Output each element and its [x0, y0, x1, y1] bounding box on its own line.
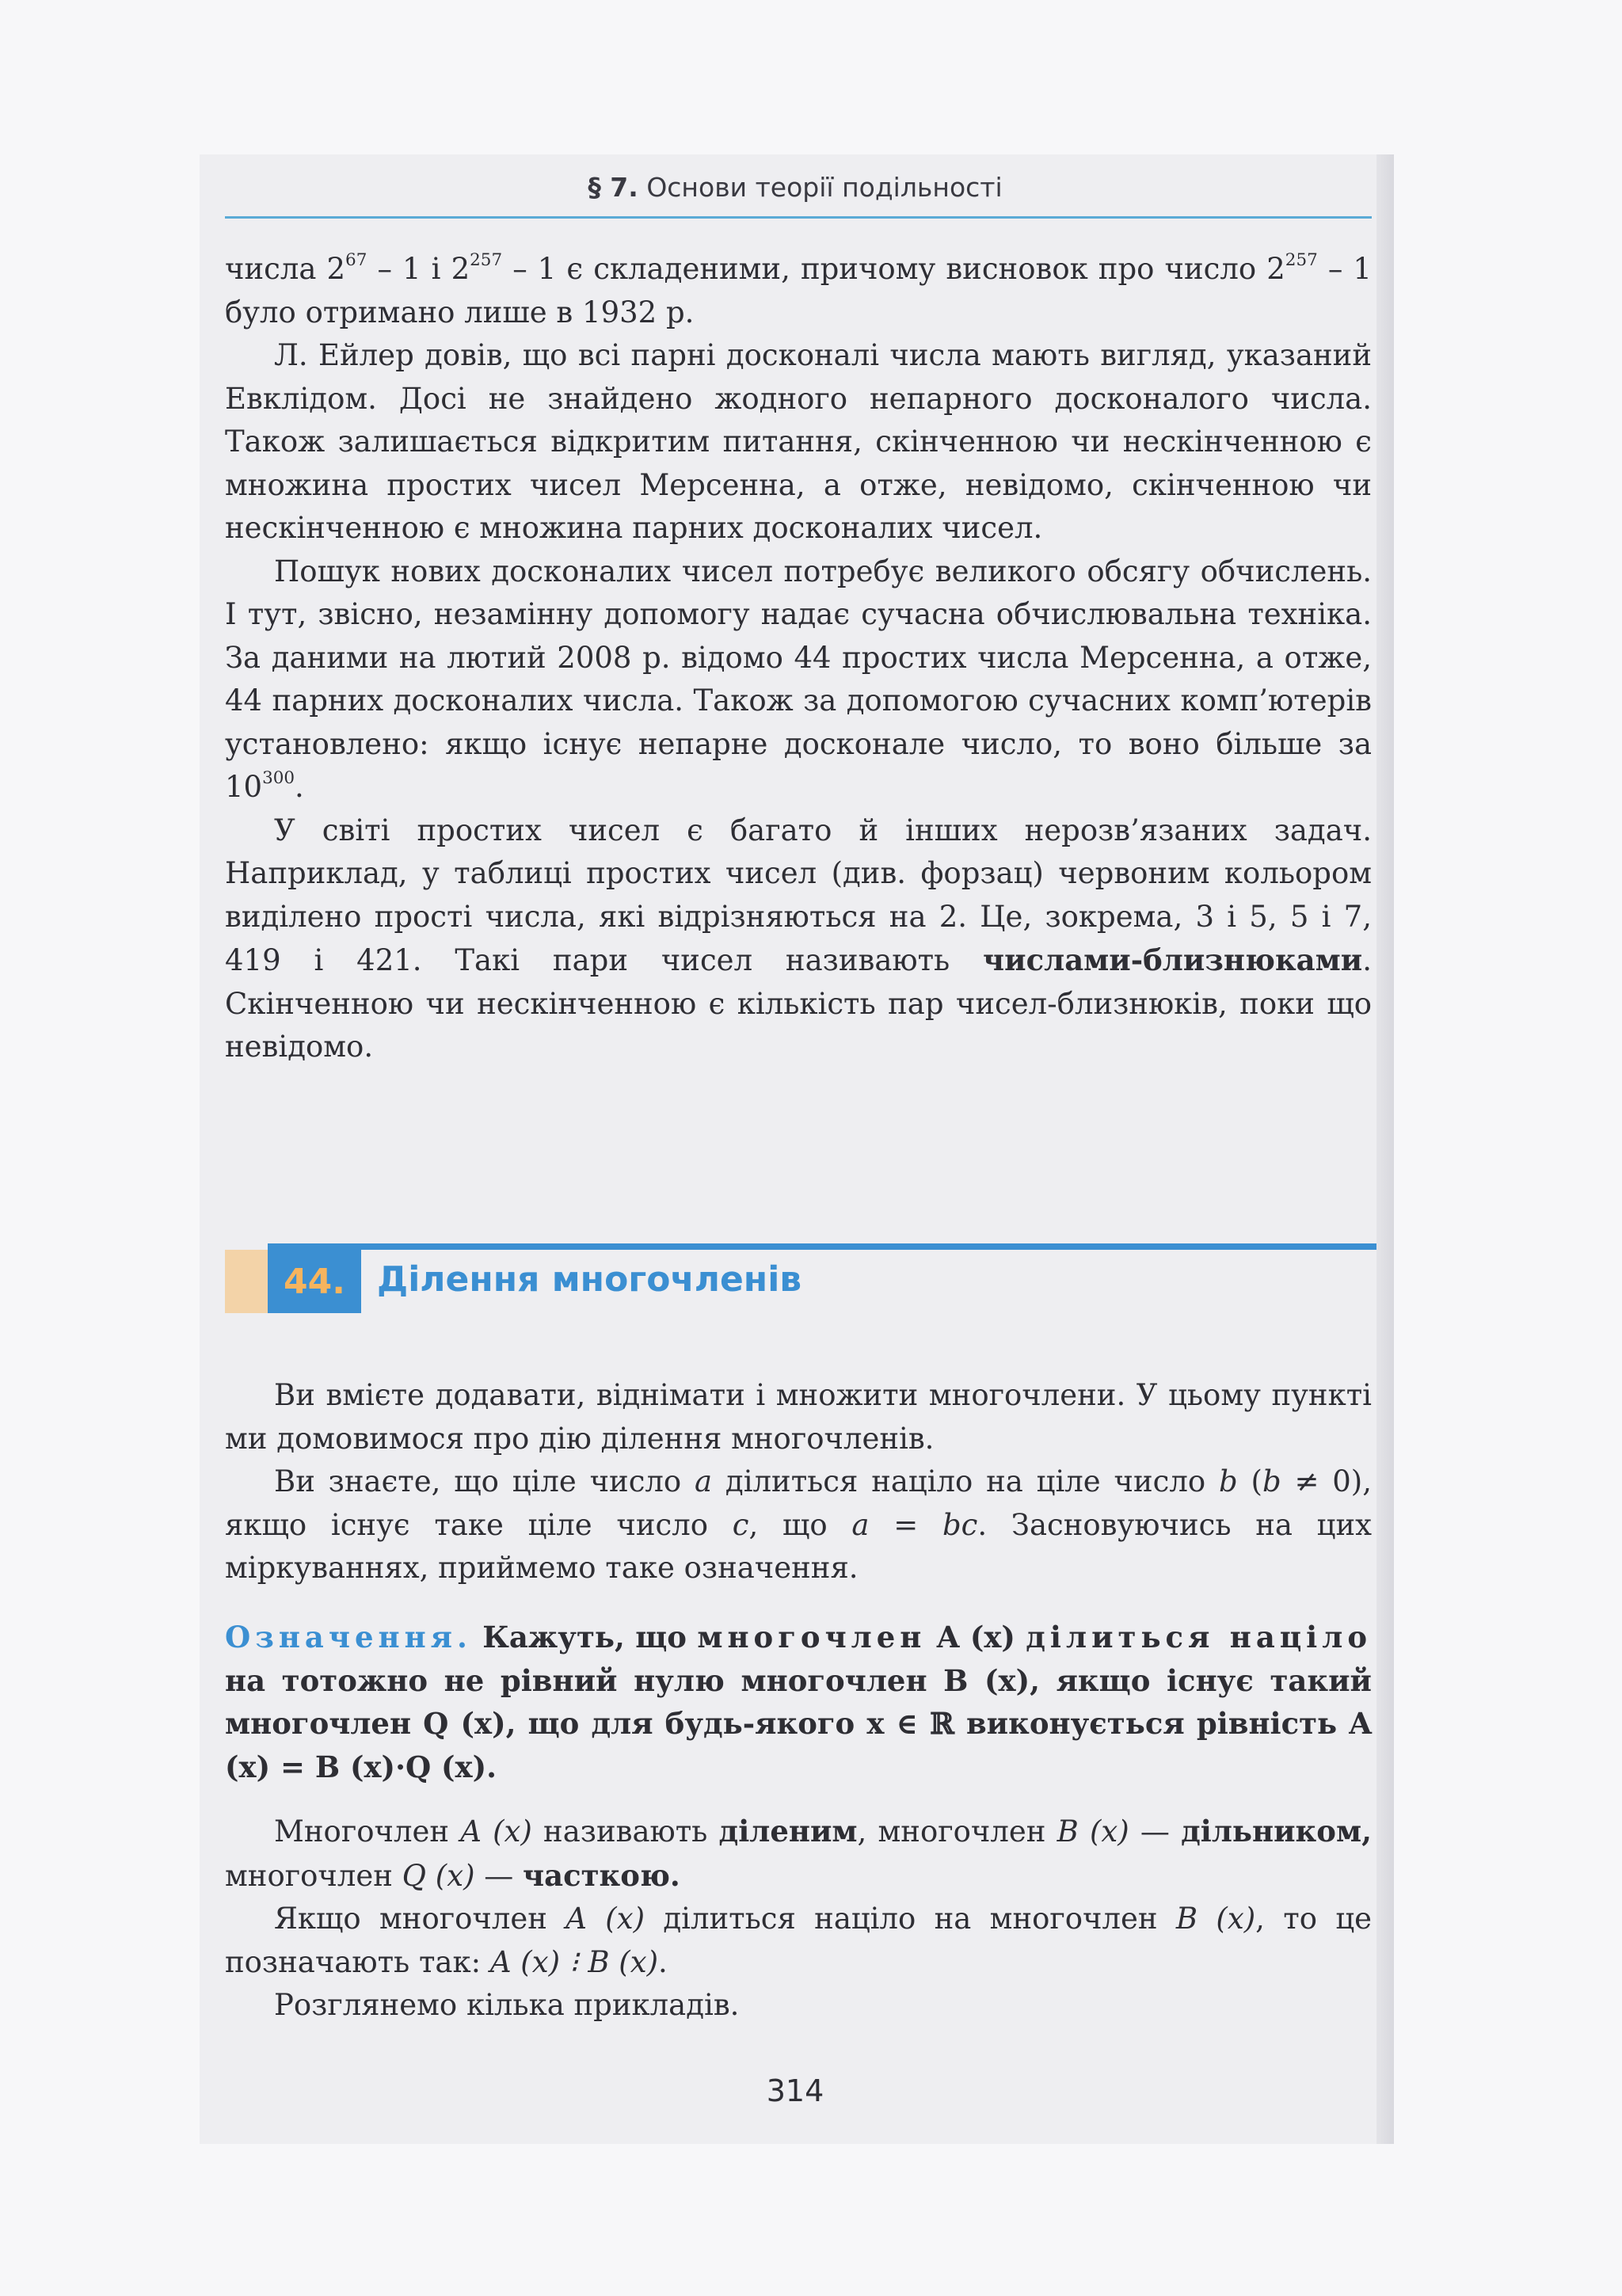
- term-twin-primes: числами-близнюками: [983, 942, 1363, 977]
- page: [200, 154, 1391, 2144]
- paragraph: Пошук нових досконалих чисел потребує великого обсягу обчислень. І тут, звісно, незамінну допомогу надає сучасна обчислювальна техніка. За даними на лютий 2008 р. відомо 44 простих числа Мерсенна, а отже, 44 парних досконалих числа. Також за допомогою сучасних комп’ютерів установлено: якщо існує непарне досконале число, то воно більше за $10^{300}$.: [225, 554, 1372, 804]
- running-header: [200, 172, 1391, 203]
- section-heading: [225, 1243, 1385, 1313]
- definition-block: [225, 1616, 1372, 1788]
- definition-label: Означення.: [225, 1620, 472, 1654]
- section-title: Ділення многочленів: [377, 1259, 802, 1300]
- body-text-2: [225, 1810, 1372, 2028]
- paragraph: Ви знаєте, що ціле число a ділиться націло на ціле число b (b ≠ 0), якщо існує таке ціле число c, що a = bc. Засновуючись на цих міркуваннях, приймемо таке означення.: [225, 1464, 1373, 1585]
- section-number: 44.: [268, 1250, 361, 1313]
- section-mark: § 7.: [588, 172, 638, 203]
- paragraph: У світі простих чисел є багато й інших нерозв’язаних задач. Наприклад, у таблиці простих чисел (див. форзац) червоним кольором виділено прості числа, які відрізняються на 2. Це, зокрема, 3 і 5, 5 і 7, 419 і 421. Такі пари чисел називають числами-близнюками. Скінченною чи нескінченною є кількість пар чисел-близнюків, поки що невідомо.: [225, 813, 1372, 1064]
- intro-text: [225, 248, 1372, 1069]
- definition: Означення. Кажуть, що многочлен A (x) ділиться націло на тотожно не рівний нулю многочлен B (x), якщо існує такий многочлен Q (x), що для будь-якого x ∈ ℝ виконується рівність A (x) = B (x)·Q (x).: [225, 1620, 1372, 1784]
- paragraph: Розглянемо кілька прикладів.: [274, 1988, 740, 2022]
- page-number: 314: [766, 2073, 824, 2108]
- paragraph: Многочлен A (x) називають діленим, многочлен B (x) — дільником, многочлен Q (x) — часткою.: [225, 1814, 1372, 1893]
- header-rule: [225, 216, 1372, 219]
- paragraph: Якщо многочлен A (x) ділиться націло на многочлен B (x), то це позначають так: A (x) ⁝ B (x).: [225, 1902, 1373, 1979]
- body-text: [225, 1374, 1372, 1590]
- paragraph: Ви вмієте додавати, віднімати і множити многочлени. У цьому пункті ми домовимося про дію ділення многочленів.: [225, 1378, 1372, 1456]
- paragraph: числа $2^{67} - 1$ і $2^{257} - 1$ є складеними, причому висновок про число $2^{257} - 1$ було отримано лише в 1932 р.: [225, 250, 1372, 329]
- page-edge-shadow: [1376, 154, 1394, 2144]
- header-title: Основи теорії подільності: [646, 172, 1003, 203]
- paragraph: Л. Ейлер довів, що всі парні досконалі числа мають вигляд, указаний Евклідом. Досі не знайдено жодного непарного досконалого числа. Також залишається відкритим питання, скінченною чи нескінченною є множина простих чисел Мерсенна, а отже, невідомо, скінченною чи нескінченною є множина парних досконалих чисел.: [225, 338, 1372, 545]
